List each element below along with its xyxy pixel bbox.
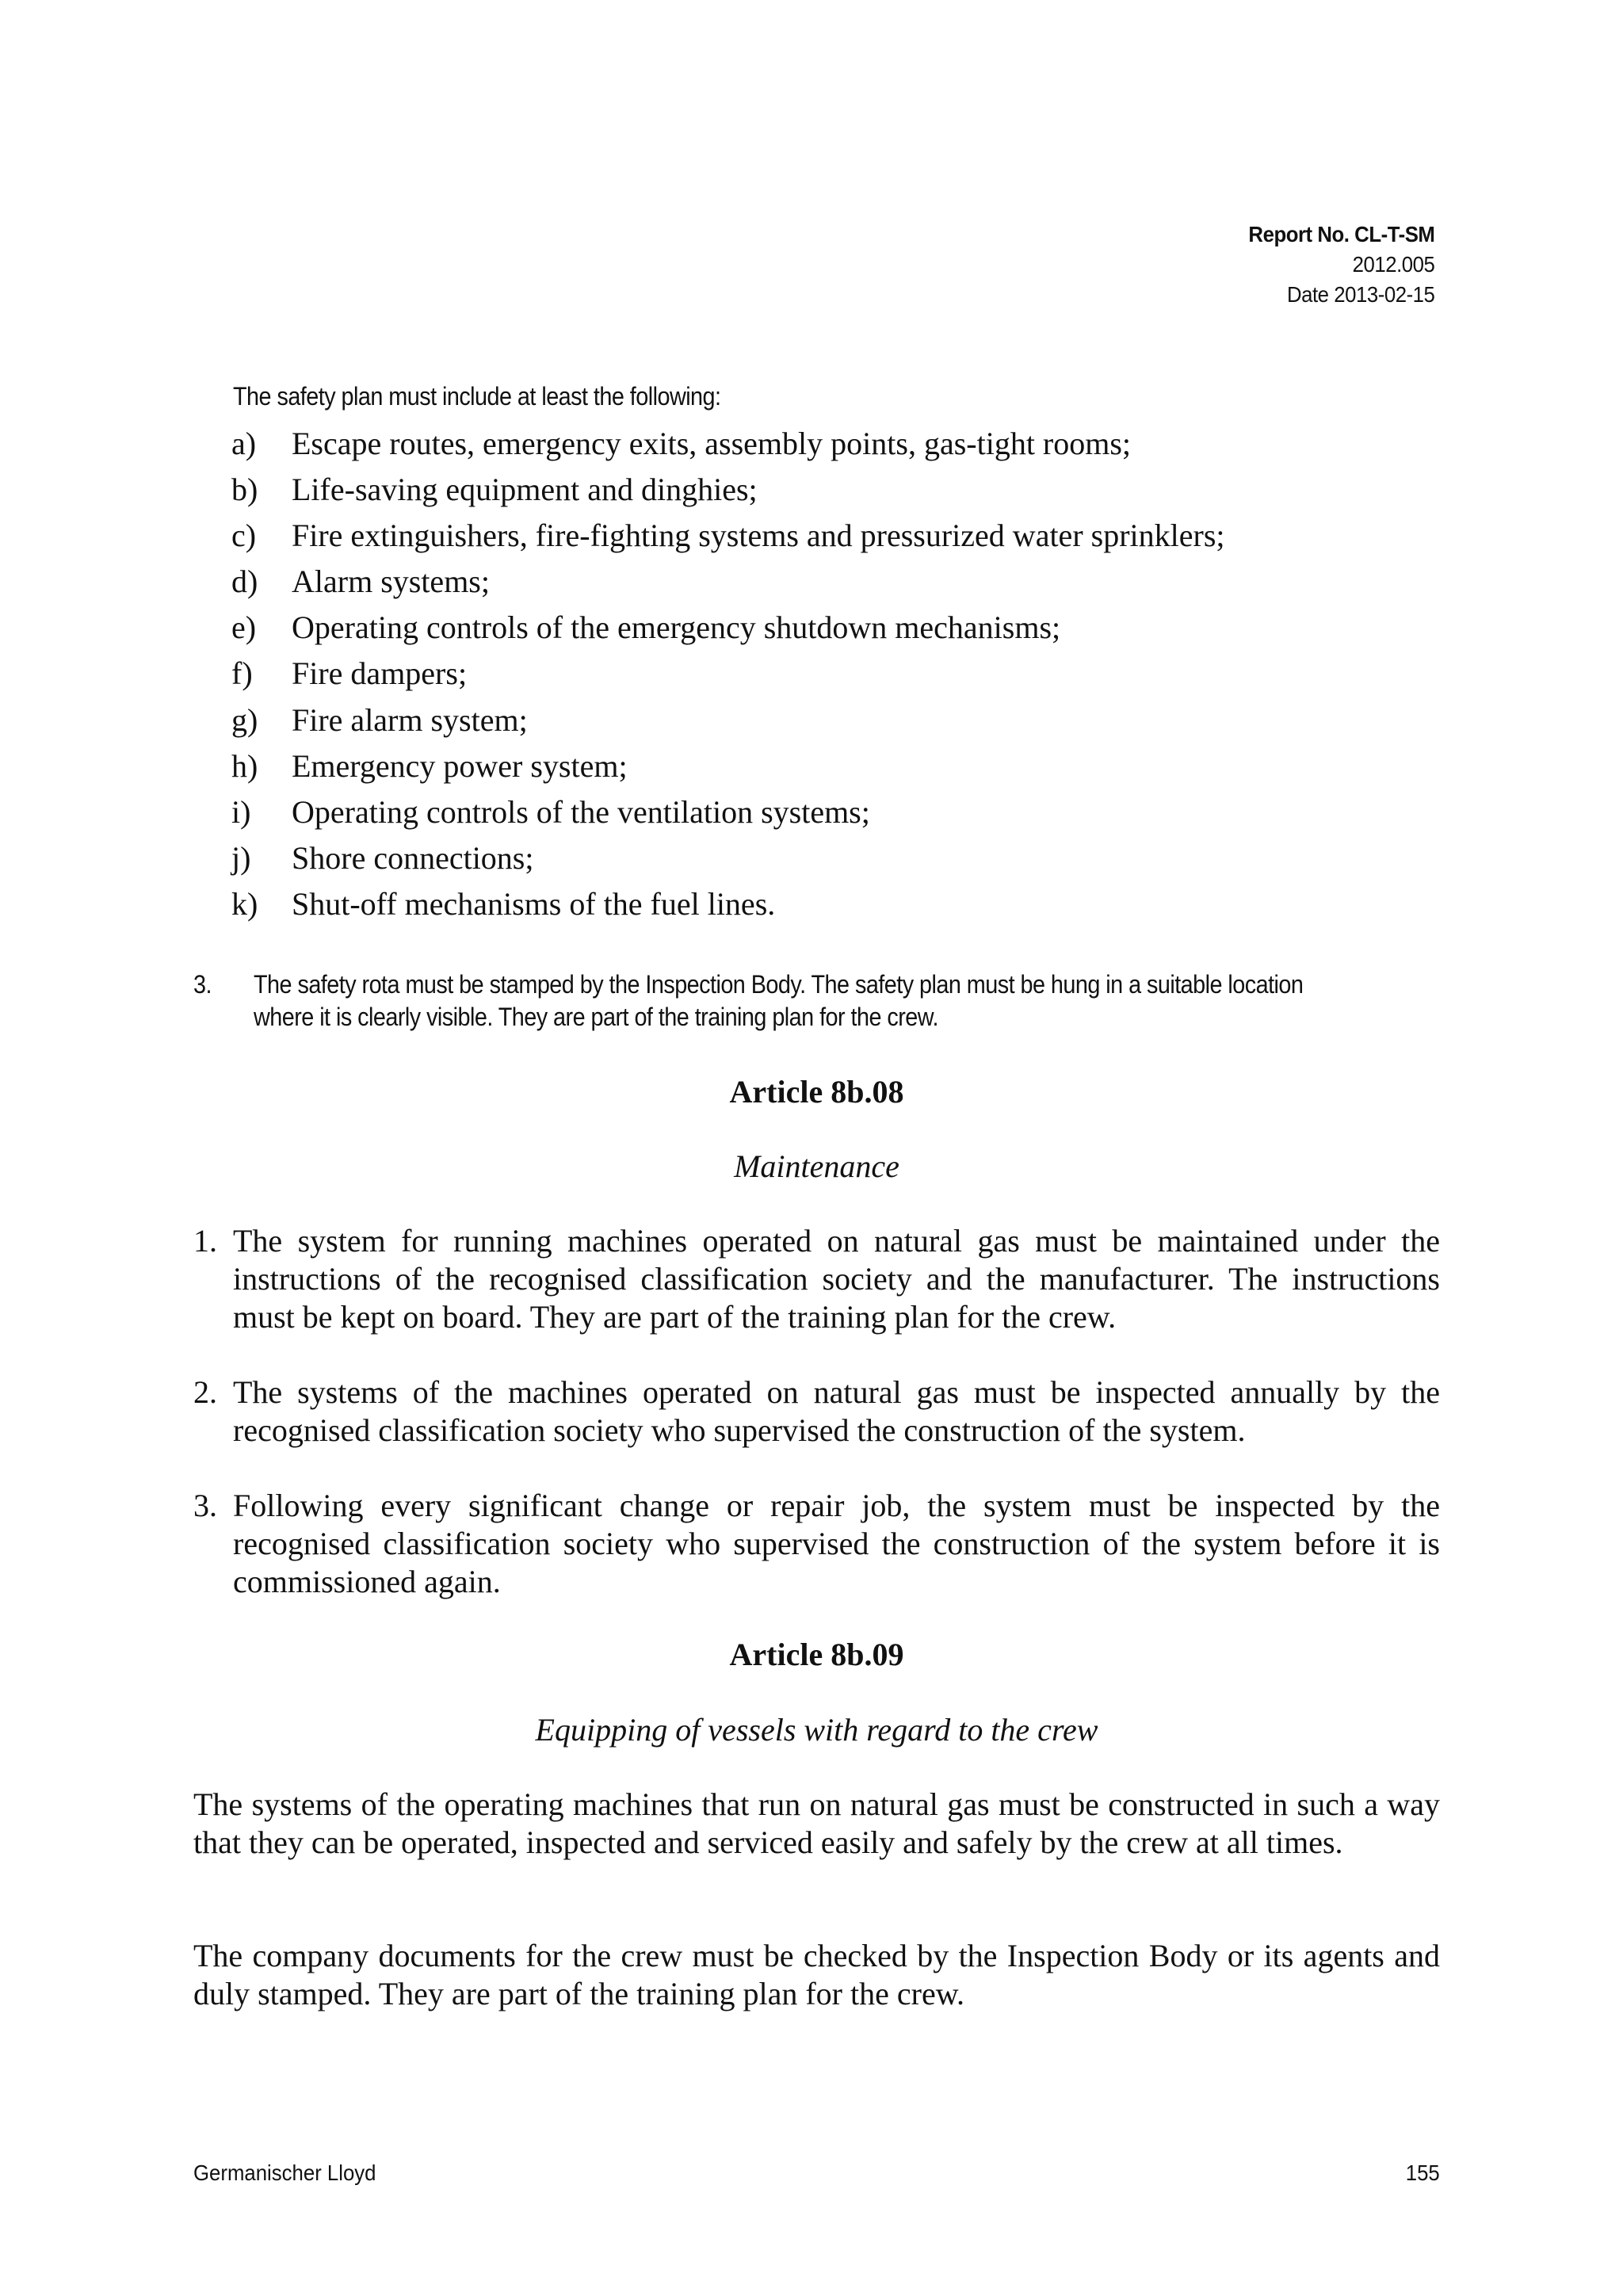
list-marker: a) (231, 426, 257, 461)
paragraph-text: Following every significant change or repair job, the system must be inspected by the recognised classification society who supervised the construction of the system before it is commissioned again. (233, 1488, 1440, 1599)
footer-publisher: Germanischer Lloyd (193, 2160, 376, 2185)
report-number: Report No. CL-T-SM (1248, 222, 1434, 246)
list-marker: e) (231, 609, 257, 646)
list-item-text: Life-saving equipment and dinghies; (292, 472, 758, 508)
list-item (231, 605, 1420, 651)
list-marker: b) (231, 472, 258, 508)
paragraph-text: The safety rota must be stamped by the Inspection Body. The safety plan must be hung in a suitable location where it is clearly visible. They are part of the training plan for the crew. (254, 970, 1304, 1031)
article-8b08-heading: Article 8b.08 (729, 1074, 904, 1110)
crew-paragraph-1: The systems of the operating machines that run on natural gas must be constructed in such a way that they can be operated, inspected and serviced easily and safely by the crew at all times. (193, 1786, 1440, 1860)
maintenance-paragraph-1 (193, 1222, 1440, 1336)
list-marker: f) (231, 655, 253, 692)
list-item (231, 789, 1420, 835)
list-item (231, 743, 1420, 789)
report-date: Date 2013-02-15 (1286, 282, 1434, 307)
list-item (231, 835, 1420, 881)
list-marker: j) (231, 839, 251, 876)
list-item-text: Shore connections; (292, 839, 534, 876)
paragraph-number: 3. (193, 970, 212, 999)
maintenance-paragraph-2 (193, 1373, 1440, 1450)
maintenance-paragraph-3 (193, 1487, 1440, 1601)
list-item-text: Alarm systems; (292, 563, 490, 600)
safety-plan-intro: The safety plan must include at least the following: (233, 382, 721, 411)
list-marker: h) (231, 747, 258, 784)
list-item-text: Shut-off mechanisms of the fuel lines. (292, 885, 776, 922)
list-item-text: Operating controls of the ventilation systems; (292, 793, 870, 830)
page-footer (193, 2159, 1440, 2187)
list-marker: g) (231, 701, 258, 738)
report-code: 2012.005 (1352, 252, 1434, 277)
page-number: 155 (1406, 2160, 1440, 2185)
paragraph-number: 3. (193, 1488, 217, 1523)
list-item-text: Escape routes, emergency exits, assembly points, gas-tight rooms; (292, 426, 1132, 461)
article-8b09-heading: Article 8b.09 (729, 1637, 904, 1672)
list-item-text: Operating controls of the emergency shutdown mechanisms; (292, 609, 1061, 646)
list-item (231, 467, 1420, 513)
paragraph-number: 2. (193, 1374, 217, 1410)
paragraph-text: The system for running machines operated on natural gas must be maintained under the instructions of the recognised classification society and the manufacturer. The instructions must be kept on board. They are part of the training plan for the crew. (233, 1223, 1440, 1335)
safety-rota-paragraph (193, 968, 1461, 1033)
list-item-text: Fire extinguishers, fire-fighting systems and pressurized water sprinklers; (292, 518, 1225, 554)
crew-paragraph-2: The company documents for the crew must be checked by the Inspection Body or its agents and duly stamped. They are part of the training plan for the crew. (193, 1938, 1440, 2011)
list-marker: k) (231, 885, 258, 922)
list-item-text: Fire dampers; (292, 655, 468, 692)
list-item (231, 513, 1420, 559)
list-marker: c) (231, 518, 257, 554)
list-marker: i) (231, 793, 251, 830)
article-8b09-subtitle: Equipping of vessels with regard to the crew (535, 1712, 1098, 1748)
report-header (1248, 220, 1434, 310)
list-marker: d) (231, 563, 258, 600)
list-item-text: Fire alarm system; (292, 701, 528, 738)
article-8b08-subtitle: Maintenance (734, 1148, 899, 1184)
paragraph-text: The systems of the machines operated on natural gas must be inspected annually by the recognised classification society who supervised the construction of the system. (233, 1374, 1440, 1448)
list-item (231, 421, 1420, 467)
list-item (231, 881, 1420, 927)
list-item (231, 559, 1420, 605)
list-item (231, 651, 1420, 697)
list-item (231, 697, 1420, 743)
safety-plan-list (231, 421, 1420, 927)
list-item-text: Emergency power system; (292, 747, 628, 784)
paragraph-number: 1. (193, 1223, 217, 1259)
